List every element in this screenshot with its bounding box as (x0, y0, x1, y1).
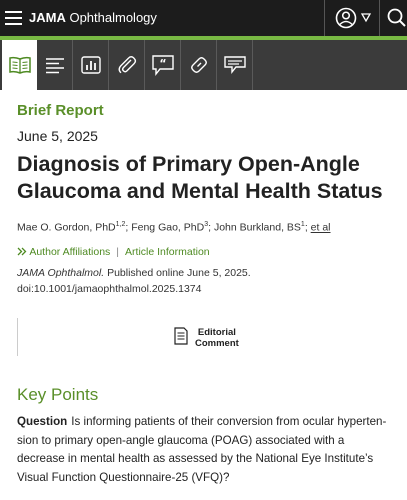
key-points-question (17, 413, 392, 487)
brand-rest: Ophthalmology (69, 10, 157, 25)
journal-logo[interactable] (29, 9, 157, 26)
key-points-heading: Key Points (17, 385, 99, 404)
tool-link[interactable] (182, 40, 217, 90)
tool-figures[interactable] (74, 40, 109, 90)
article-information-link[interactable]: Article Information (125, 246, 210, 258)
citation (17, 265, 387, 297)
paperclip-icon (116, 54, 138, 76)
link-icon (188, 54, 210, 76)
chevron-down-icon (362, 14, 370, 21)
editorial-label-line2: Comment (195, 338, 239, 349)
tool-comments[interactable] (218, 40, 253, 90)
editorial-comment-button[interactable] (174, 327, 239, 349)
separator: | (116, 246, 120, 258)
outline-icon (44, 56, 66, 74)
editorial-comment-label (195, 327, 239, 349)
author-list: Mae O. Gordon, PhD$^{1,2}$; Feng Gao, PhD$^3$; John Burkland, $BS^1$; et al (17, 221, 331, 234)
author-affiliation-sup: 3 (204, 221, 209, 228)
journal-abbrev: JAMA Ophthalmol. (17, 267, 105, 279)
account-button[interactable] (326, 0, 378, 36)
author-affiliation-sup: 1 (300, 221, 305, 228)
hamburger-icon[interactable] (0, 0, 27, 36)
question-text: Is informing patients of their conversion from ocular hyperten-sion to primary open-angle glaucoma (POAG) associated with a decrease in mental health as assessed by the National Eye Institute’s Visual Function Questionnaire-25 (VFQ)? (17, 415, 387, 484)
quote-icon (151, 54, 175, 76)
article-type: Brief Report (17, 102, 104, 119)
tool-supplemental[interactable] (110, 40, 145, 90)
double-chevron-icon (17, 247, 27, 256)
question-label: Question (17, 415, 68, 428)
affiliation-links (17, 246, 210, 258)
user-icon (326, 0, 378, 36)
divider (324, 0, 325, 36)
editorial-label-line1: Editorial (197, 327, 236, 338)
search-button[interactable] (380, 0, 407, 36)
comment-icon (223, 54, 247, 76)
tool-outline[interactable] (38, 40, 73, 90)
author-name[interactable]: Feng Gao, PhD (131, 221, 205, 234)
search-icon (380, 0, 407, 36)
doi[interactable]: doi:10.1001/jamaophthalmol.2025.1374 (17, 283, 202, 295)
author-affiliation-sup: 1,2 (115, 221, 126, 228)
document-icon (174, 327, 188, 345)
et-al-link[interactable]: et al (310, 221, 331, 234)
article-title: Diagnosis of Primary Open-Angle Glaucoma and Mental Health Status (17, 152, 383, 203)
svg-text:“: “ (159, 57, 167, 70)
author-affiliations-link[interactable]: Author Affiliations (29, 246, 111, 258)
top-bar (0, 0, 407, 36)
author-name[interactable]: Mae O. Gordon, PhD (17, 221, 116, 234)
tool-cite[interactable] (146, 40, 181, 90)
figures-icon (80, 55, 102, 75)
tool-full-text[interactable] (2, 40, 37, 90)
related-content-box (17, 318, 397, 356)
author-name[interactable]: John Burkland, BS (213, 221, 301, 234)
published-online: Published online June 5, 2025. (107, 267, 251, 279)
brand-bold: JAMA (29, 10, 66, 25)
article-toolbar (0, 40, 407, 90)
publication-date: June 5, 2025 (17, 128, 98, 144)
full-text-icon (8, 55, 32, 75)
